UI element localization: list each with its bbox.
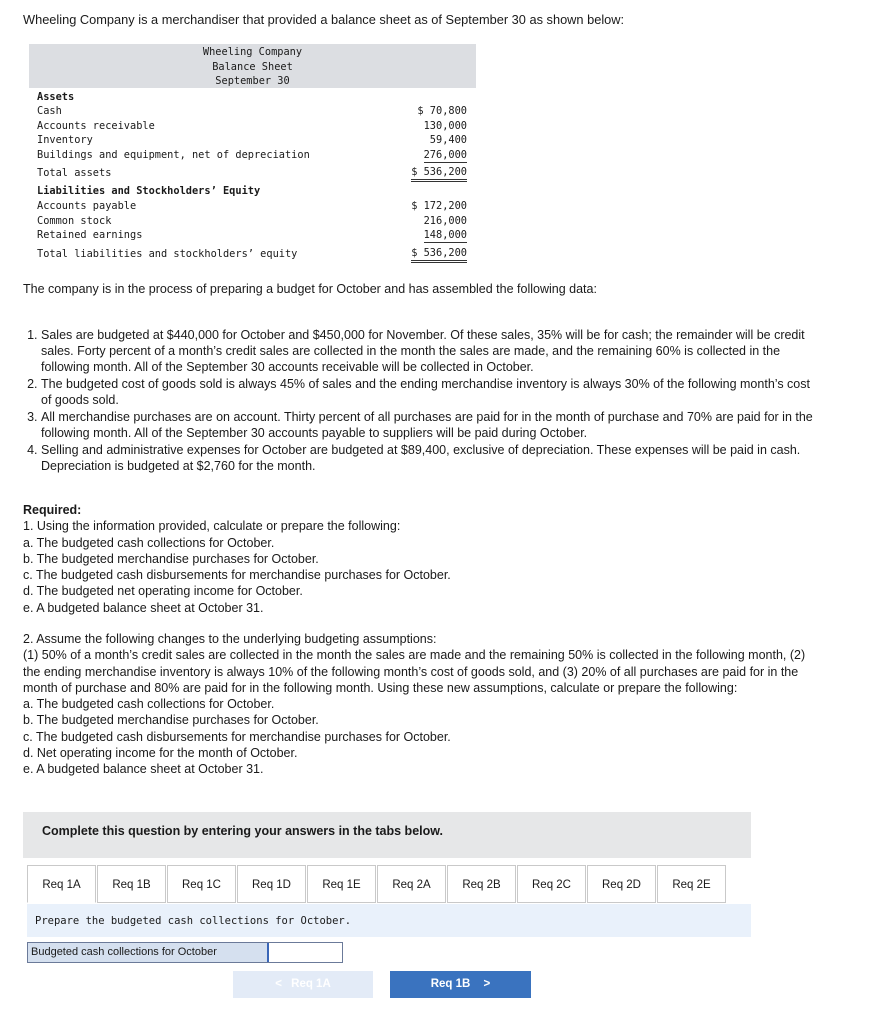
bs-liab-heading: Liabilities and Stockholders’ Equity (37, 185, 261, 197)
part2-text: (1) 50% of a month’s credit sales are collected in the month the sales are made and the remaining 50% is collected in the following month, (2) the ending merchandise inventory is always 10% of the following month’s cost of goods sold, and (3) 20% of all purchases are paid for in the month of purchase and 80% are paid for in the following month. Using these new assumptions, calculate or prepare the following: (23, 648, 806, 695)
tab-bar (27, 864, 727, 904)
bs-row-amount: 130,000 (423, 120, 467, 132)
tab-req-1c[interactable]: Req 1C (167, 865, 236, 903)
part1-item: b. The budgeted merchandise purchases for October. (23, 551, 319, 566)
answer-row (27, 942, 343, 963)
bs-row-label: Retained earnings (37, 229, 143, 241)
part2-item: e. A budgeted balance sheet at October 31. (23, 762, 264, 777)
bs-row-amount: $ 70,800 (417, 105, 467, 117)
tab-req-2a[interactable]: Req 2A (377, 865, 446, 903)
tab-req-2e[interactable]: Req 2E (657, 865, 726, 903)
tab-req-1e[interactable]: Req 1E (307, 865, 376, 903)
cash-collections-input[interactable] (267, 943, 342, 962)
bs-row-label: Accounts payable (37, 200, 137, 212)
required-part1 (23, 502, 823, 616)
bs-row-amount: $ 172,200 (411, 200, 467, 212)
part1-item: a. The budgeted cash collections for October. (23, 535, 275, 550)
data-item: 3. All merchandise purchases are on account. Thirty percent of all purchases are paid for in the month of purchase and 70% are paid for in the following month. All of the September 30 accounts payable to suppliers will be paid during October. (41, 409, 823, 441)
bs-row-amount: 148,000 (423, 229, 467, 241)
prev-label: Req 1A (291, 978, 331, 990)
instructions-bar (23, 812, 751, 858)
tab-req-2d[interactable]: Req 2D (587, 865, 656, 903)
process-text: The company is in the process of preparing a budget for October and has assembled the following data: (23, 282, 597, 296)
bs-row-label: Accounts receivable (37, 120, 155, 132)
part1-item: d. The budgeted net operating income for October. (23, 584, 303, 599)
bs-total-assets-label: Total assets (37, 167, 112, 179)
chevron-left-icon: < (275, 978, 282, 990)
part2-item: b. The budgeted merchandise purchases for October. (23, 713, 319, 728)
bs-total-assets-amount: $ 536,200 (411, 166, 467, 182)
bs-title: Balance Sheet (212, 60, 293, 73)
part1-item: c. The budgeted cash disbursements for merchandise purchases for October. (23, 568, 451, 583)
next-button[interactable] (390, 971, 531, 998)
bs-row-label: Cash (37, 105, 62, 117)
tab-req-1a[interactable]: Req 1A (27, 865, 96, 903)
bs-row-label: Common stock (37, 215, 112, 227)
part2-intro: 2. Assume the following changes to the underlying budgeting assumptions: (23, 632, 437, 646)
intro-text: Wheeling Company is a merchandiser that provided a balance sheet as of September 30 as shown below: (23, 12, 625, 27)
chevron-right-icon: > (483, 978, 491, 990)
part1-item: e. A budgeted balance sheet at October 31. (23, 600, 264, 615)
bs-total-liab-label: Total liabilities and stockholders’ equity (37, 248, 298, 260)
instructions-text: Complete this question by entering your answers in the tabs below. (42, 824, 443, 838)
part2-item: a. The budgeted cash collections for October. (23, 697, 275, 712)
part2-item: c. The budgeted cash disbursements for merchandise purchases for October. (23, 729, 451, 744)
bs-row-label: Buildings and equipment, net of depreciation (37, 149, 310, 161)
data-item: 1. Sales are budgeted at $440,000 for October and $450,000 for November. Of these sales, 35% will be for cash; the remainder will be credit sales. Forty percent of a month’s credit sales are collected in the month the sales are made, and the remaining 60% is collected in the following month. All of the September 30 accounts receivable will be collected in October. (41, 327, 823, 375)
tab-panel (27, 904, 751, 937)
part2-item: d. Net operating income for the month of October. (23, 746, 298, 761)
bs-date: September 30 (215, 75, 290, 87)
bs-row-amount: 59,400 (429, 134, 467, 146)
next-label: Req 1B (430, 978, 471, 990)
data-list (23, 327, 823, 475)
data-item: 2. The budgeted cost of goods sold is always 45% of sales and the ending merchandise inventory is always 30% of the following month’s cost of goods sold. (41, 376, 823, 408)
bs-total-liab-amount: $ 536,200 (411, 247, 467, 263)
bs-row-amount: 276,000 (423, 149, 467, 161)
tab-req-2c[interactable]: Req 2C (517, 865, 586, 903)
balance-sheet (29, 44, 476, 266)
tab-req-1b[interactable]: Req 1B (97, 865, 166, 903)
part1-intro: 1. Using the information provided, calculate or prepare the following: (23, 519, 401, 534)
answer-label: Budgeted cash collections for October (28, 943, 267, 962)
bs-row-label: Inventory (37, 134, 93, 146)
data-item: 4. Selling and administrative expenses for October are budgeted at $89,400, exclusive of depreciation. These expenses will be paid in cash. Depreciation is budgeted at $2,760 for the month. (41, 442, 823, 474)
required-part2 (23, 631, 823, 778)
tab-req-2b[interactable]: Req 2B (447, 865, 516, 903)
bs-assets-heading: Assets (37, 91, 75, 103)
required-heading: Required: (23, 503, 82, 517)
bs-company: Wheeling Company (202, 46, 303, 58)
tab-req-1d[interactable]: Req 1D (237, 865, 306, 903)
panel-prompt: Prepare the budgeted cash collections for October. (35, 915, 352, 927)
prev-button[interactable] (233, 971, 373, 998)
bs-row-amount: 216,000 (423, 215, 467, 227)
